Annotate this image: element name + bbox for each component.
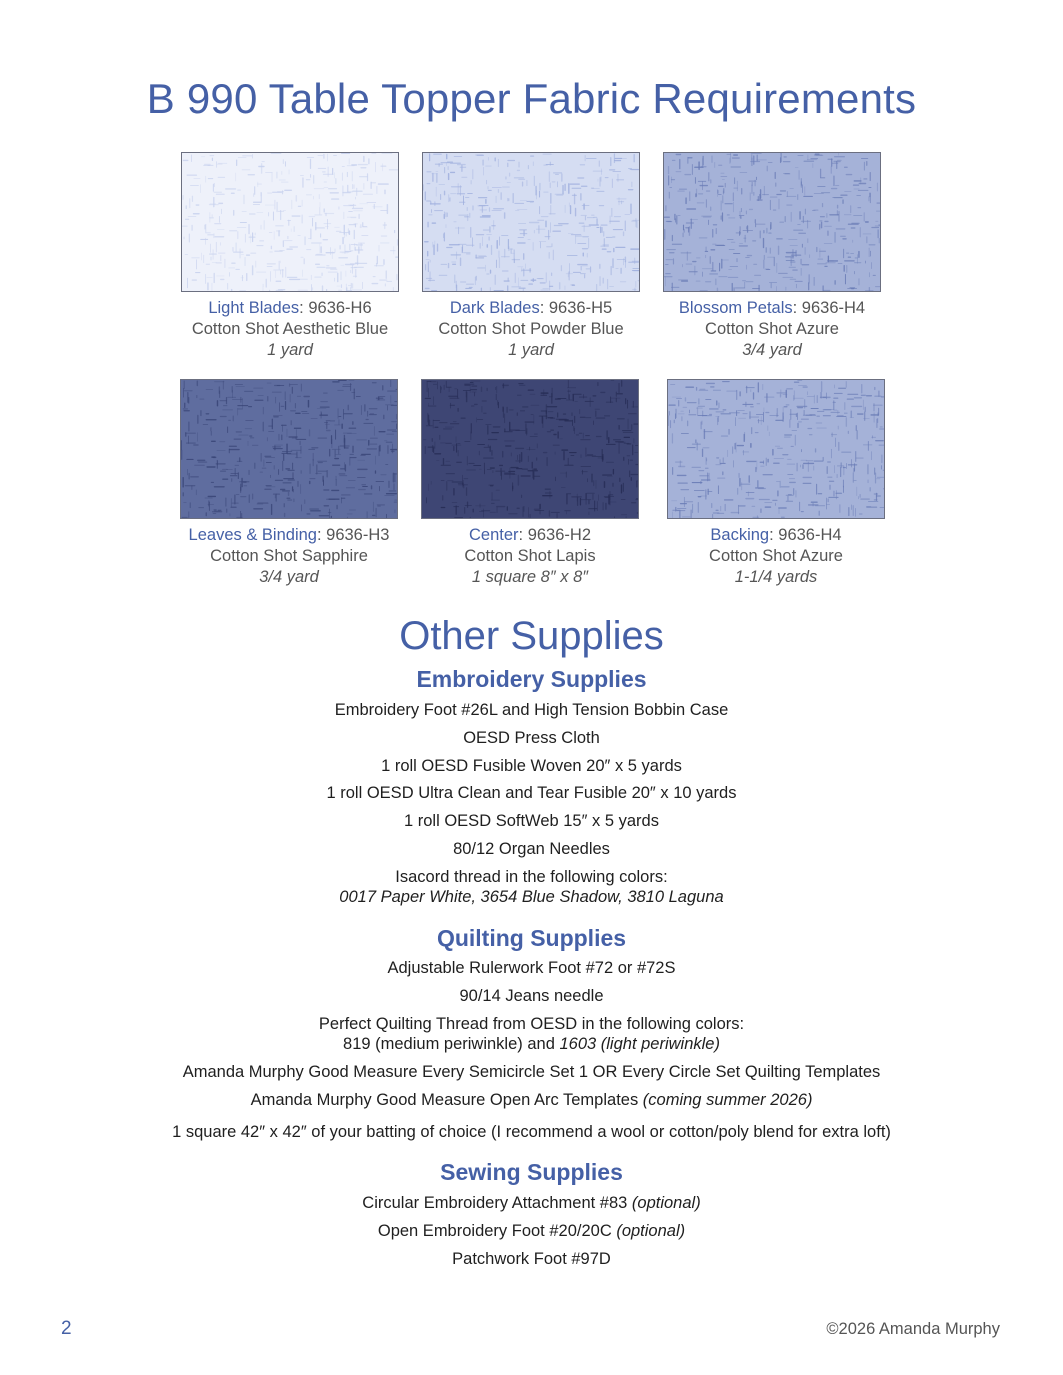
fabric-swatch-grid [0,0,1063,600]
copyright: ©2026 Amanda Murphy [826,1320,1000,1338]
supply-item: Perfect Quilting Thread from OESD in the following colors: [318,1015,745,1033]
fabric-swatch-center: Center: 9636-H2 Cotton Shot Lapis 1 square 8″ x 8″ [405,379,655,588]
thread-colors: 0017 Paper White, 3654 Blue Shadow, 3810 Laguna [339,888,724,906]
fabric-amount: 1-1/4 yards [734,568,818,586]
supply-item: Amanda Murphy Good Measure Every Semicircle Set 1 OR Every Circle Set Quilting Templates [182,1063,881,1081]
fabric-name: Cotton Shot Powder Blue [438,320,624,338]
fabric-name: Cotton Shot Azure [709,547,843,565]
fabric-name: Cotton Shot Aesthetic Blue [191,320,389,338]
fabric-swatch-dark-blades: Dark Blades: 9636-H5 Cotton Shot Powder Blue 1 yard [406,152,656,361]
fabric-code: 9636-H3 [326,526,390,544]
fabric-amount: 1 yard [508,341,554,359]
fabric-code: 9636-H2 [527,526,591,544]
fabric-code: 9636-H5 [548,299,613,317]
fabric-swatch-image [422,152,640,292]
fabric-amount: 1 yard [267,341,313,359]
supply-item: Adjustable Rulerwork Foot #72 or #72S [387,959,676,977]
fabric-amount: 3/4 yard [259,568,319,586]
fabric-role: Leaves & Binding [188,526,317,544]
supply-item: 1 square 42″ x 42″ of your batting of choice (I recommend a wool or cotton/poly blend for extra loft) [172,1123,891,1141]
supply-item: 90/14 Jeans needle [459,987,604,1005]
fabric-role: Light Blades [208,299,300,317]
fabric-swatch-image [663,152,881,292]
fabric-code: 9636-H4 [801,299,866,317]
fabric-name: Cotton Shot Sapphire [210,547,368,565]
page-title: B 990 Table Topper Fabric Requirements [146,75,917,122]
quilting-supplies-title: Quilting Supplies [436,925,627,951]
supply-item: Embroidery Foot #26L and High Tension Bobbin Case [334,701,729,719]
fabric-name: Cotton Shot Lapis [464,547,596,565]
fabric-swatch-image [421,379,639,519]
fabric-code: 9636-H4 [778,526,842,544]
supply-item: Amanda Murphy Good Measure Open Arc Templates (coming summer 2026) [250,1091,813,1109]
supply-item: OESD Press Cloth [463,729,600,747]
fabric-amount: 3/4 yard [742,341,802,359]
fabric-swatch-image [667,379,885,519]
quilting-thread-colors: 819 (medium periwinkle) and 1603 (light periwinkle) [343,1035,720,1053]
fabric-swatch-image [181,152,399,292]
supply-item: Isacord thread in the following colors: [395,868,668,886]
fabric-code: 9636-H6 [308,299,372,317]
supply-item: 1 roll OESD SoftWeb 15″ x 5 yards [404,812,659,830]
fabric-role: Backing [710,526,770,544]
supply-item: 1 roll OESD Ultra Clean and Tear Fusible 20″ x 10 yards [326,784,737,802]
fabric-swatch-light-blades: Light Blades: 9636-H6 Cotton Shot Aesthetic Blue 1 yard [165,152,415,361]
fabric-swatch-blossom-petals: Blossom Petals: 9636-H4 Cotton Shot Azure 3/4 yard [647,152,897,361]
embroidery-supplies-title: Embroidery Supplies [416,666,647,692]
fabric-swatch-image [180,379,398,519]
fabric-role: Blossom Petals [678,299,793,317]
supply-item: Patchwork Foot #97D [452,1250,611,1268]
supply-item: 1 roll OESD Fusible Woven 20″ x 5 yards [381,757,682,775]
supply-item: 80/12 Organ Needles [453,840,610,858]
other-supplies-title: Other Supplies [399,614,664,658]
fabric-name: Cotton Shot Azure [705,320,839,338]
supply-item: Circular Embroidery Attachment #83 (optional) [362,1194,701,1212]
fabric-swatch-leaves-binding: Leaves & Binding: 9636-H3 Cotton Shot Sapphire 3/4 yard [164,379,414,588]
supply-item: Open Embroidery Foot #20/20C (optional) [377,1222,686,1240]
fabric-role: Center [469,526,519,544]
fabric-swatch-backing: Backing: 9636-H4 Cotton Shot Azure 1-1/4 yards [651,379,901,588]
page-number: 2 [61,1318,72,1339]
fabric-amount: 1 square 8″ x 8″ [471,568,589,586]
fabric-role: Dark Blades [449,299,540,317]
sewing-supplies-title: Sewing Supplies [440,1159,623,1185]
